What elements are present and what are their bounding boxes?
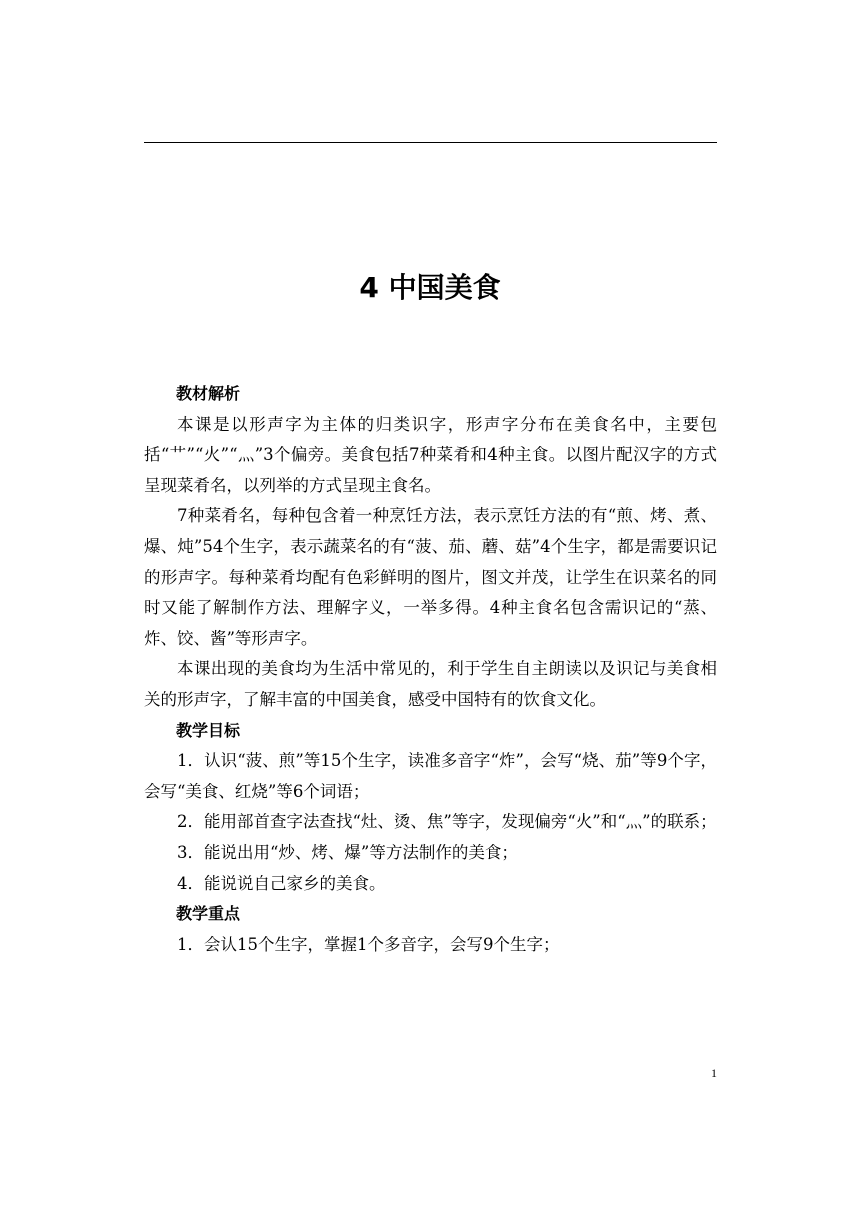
goal-item: 2．能用部首查字法查找“灶、烫、焦”等字，发现偏旁“火”和“灬”的联系；: [177, 812, 717, 832]
paragraph: 本课是以形声字为主体的归类识字，形声字分布在美食名中，主要包括“艹”“火”“灬”3个偏旁。美食包括7种菜肴和4种主食。以图片配汉字的方式呈现菜肴名，以列举的方式呈现主食名。: [144, 414, 717, 495]
section-heading-teaching-focus: 教学重点: [176, 904, 241, 924]
goal-item: 4．能说说自己家乡的美食。: [177, 873, 386, 893]
paragraph: 7种菜肴名，每种包含着一种烹饪方法，表示烹饪方法的有“煎、烤、煮、爆、炖”54个生字，表示蔬菜名的有“菠、茄、蘑、菇”4个生字，都是需要识记的形声字。每种菜肴均配有色彩鲜明的图片，图文并茂，让学生在识菜名的同时又能了解制作方法、理解字义，一举多得。4种主食名包含需识记的“蒸、炸、饺、酱”等形声字。: [144, 506, 717, 648]
lesson-title: 4 中国美食: [359, 271, 501, 304]
section-heading-teaching-goals: 教学目标: [176, 720, 241, 740]
section-heading-textbook-analysis: 教材解析: [176, 384, 241, 403]
paragraph: 本课出现的美食均为生活中常见的，利于学生自主朗读以及识记与美食相关的形声字，了解丰富的中国美食，感受中国特有的饮食文化。: [144, 659, 717, 709]
header-rule: [144, 142, 717, 143]
goal-item: 1．认识“菠、煎”等15个生字，读准多音字“炸”，会写“烧、茄”等9个字，会写“美食、红烧”等6个词语；: [144, 751, 717, 801]
lesson-content: [144, 379, 717, 960]
focus-item: 1．会认15个生字，掌握1个多音字，会写9个生字；: [177, 934, 560, 954]
page-number: 1: [711, 1066, 717, 1080]
goal-item: 3．能说出用“炒、烤、爆”等方法制作的美食；: [177, 842, 518, 862]
